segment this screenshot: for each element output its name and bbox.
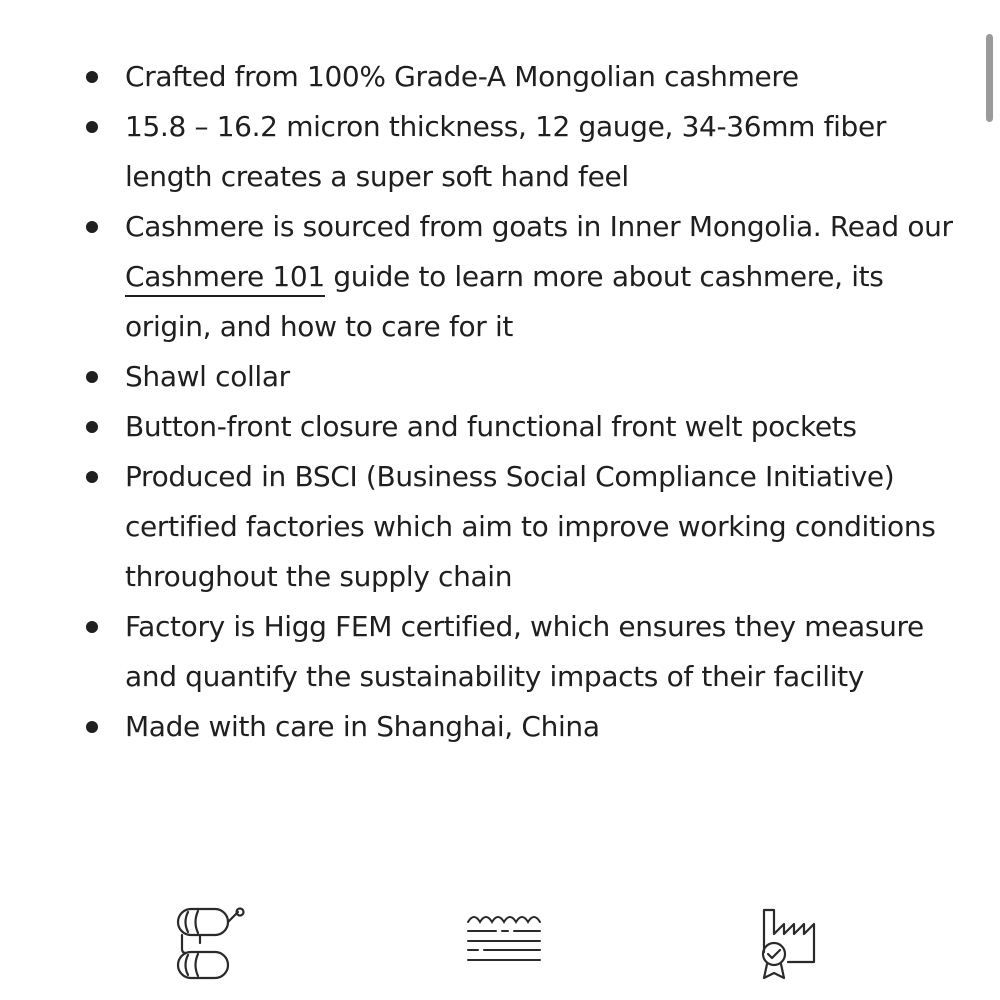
fabric-knit-icon bbox=[464, 904, 544, 970]
scrollbar-thumb[interactable] bbox=[986, 34, 993, 122]
feature-text: Produced in BSCI (Business Social Compliance Initiative) certified factories which aim to improve working conditions throughout the supply chain bbox=[125, 460, 936, 593]
feature-item bbox=[0, 102, 960, 202]
feature-item bbox=[0, 402, 960, 452]
feature-text-pre: Cashmere is sourced from goats in Inner Mongolia. Read our bbox=[125, 210, 953, 243]
feature-item bbox=[0, 352, 960, 402]
feature-item bbox=[0, 702, 960, 752]
cashmere-101-link[interactable]: Cashmere 101 bbox=[125, 260, 325, 297]
certified-factory-icon bbox=[754, 904, 834, 982]
feature-text: 15.8 – 16.2 micron thickness, 12 gauge, 34-36mm fiber length creates a super soft hand feel bbox=[125, 110, 886, 193]
feature-item bbox=[0, 52, 960, 102]
product-features-list bbox=[0, 52, 960, 752]
feature-text: Made with care in Shanghai, China bbox=[125, 710, 600, 743]
feature-text: Factory is Higg FEM certified, which ensures they measure and quantify the sustainability impacts of their facility bbox=[125, 610, 924, 693]
feature-text-post: guide to learn more about cashmere, its origin, and how to care for it bbox=[125, 260, 884, 343]
feature-item bbox=[0, 602, 960, 702]
feature-text: Crafted from 100% Grade-A Mongolian cashmere bbox=[125, 60, 799, 93]
feature-item bbox=[0, 202, 960, 352]
feature-text: Shawl collar bbox=[125, 360, 290, 393]
feature-item bbox=[0, 452, 960, 602]
feature-text: Button-front closure and functional front welt pockets bbox=[125, 410, 857, 443]
yarn-skein-icon bbox=[172, 904, 248, 984]
